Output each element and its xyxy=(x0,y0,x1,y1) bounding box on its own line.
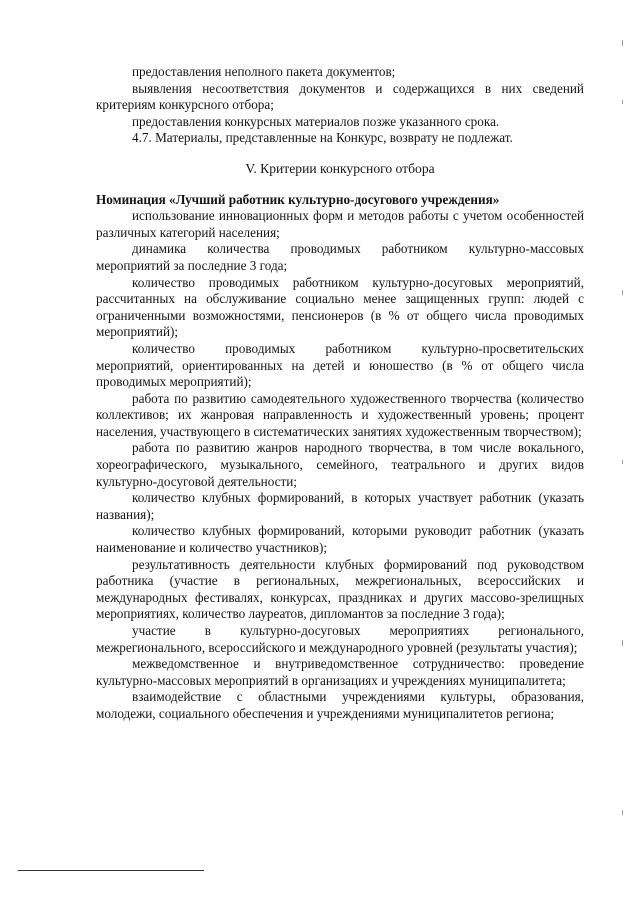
scan-mark xyxy=(622,290,623,295)
criterion-item: результативность деятельности клубных формирований под руководством работника (участие в региональных, межрегиональных, всероссийских и международных фестивалях, конкурсах, праздниках и других массово-зрелищных мероприятиях, количество лауреатов, дипломантов за последние 3 года); xyxy=(96,556,584,622)
scan-mark xyxy=(622,810,623,815)
scan-mark xyxy=(622,100,623,104)
criterion-item: динамика количества проводимых работником культурно-массовых мероприятий за последние 3 года; xyxy=(96,241,584,273)
intro-item: предоставления конкурсных материалов позже указанного срока. xyxy=(132,113,500,129)
section-title: V. Критерии конкурсного отбора xyxy=(245,160,435,176)
scan-mark xyxy=(622,40,623,46)
nomination-title: Номинация «Лучший работник культурно-досугового учреждения» xyxy=(96,191,500,207)
criterion-item: количество проводимых работником культурно-досуговых мероприятий, рассчитанных на обслуживание социально менее защищенных групп: людей с ограниченными возможностями, пенсионеров (в % от общего числа проводимых мероприятий); xyxy=(96,274,584,340)
criterion-item: количество клубных формирований, которыми руководит работник (указать наименование и количество участников); xyxy=(96,523,584,556)
scan-mark xyxy=(622,640,623,646)
clause-4-7: 4.7. Материалы, представленные на Конкурс, возврату не подлежат. xyxy=(132,130,513,146)
criterion-item: работа по развитию самодеятельного художественного творчества (количество коллективов; их жанровая направленность и художественный уровень; процент населения, участвующего в систематических занятиях художественным творчеством); xyxy=(96,390,584,439)
document-body xyxy=(96,64,584,723)
criterion-item: участие в культурно-досуговых мероприятиях регионального, межрегионального, всероссийского и международного уровней (результаты участия); xyxy=(96,623,584,655)
criterion-item: работа по развитию жанров народного творчества, в том числе вокального, хореографического, музыкального, семейного, театрального и других видов культурно-досуговой деятельности; xyxy=(96,440,584,489)
intro-item: предоставления неполного пакета документов; xyxy=(132,64,396,79)
criterion-item: использование инновационных форм и методов работы с учетом особенностей различных категорий населения; xyxy=(96,208,584,240)
criterion-item: взаимодействие с областными учреждениями культуры, образования, молодежи, социального обеспечения и учреждениями муниципалитетов региона; xyxy=(96,689,584,721)
criterion-item: количество клубных формирований, в которых участвует работник (указать названия); xyxy=(96,490,584,522)
intro-item: выявления несоответствия документов и содержащихся в них сведений критериям конкурсного отбора; xyxy=(96,80,584,113)
footnote-separator xyxy=(18,870,204,871)
scan-margin-marks xyxy=(620,40,626,860)
criterion-item: межведомственное и внутриведомственное сотрудничество: проведение культурно-массовых мероприятий в организациях и учреждениях муниципалитета; xyxy=(96,656,584,688)
scan-mark xyxy=(622,460,623,464)
criterion-item: количество проводимых работником культурно-просветительских мероприятий, ориентированных на детей и юношество (в % от общего числа проводимых мероприятий); xyxy=(96,340,584,390)
